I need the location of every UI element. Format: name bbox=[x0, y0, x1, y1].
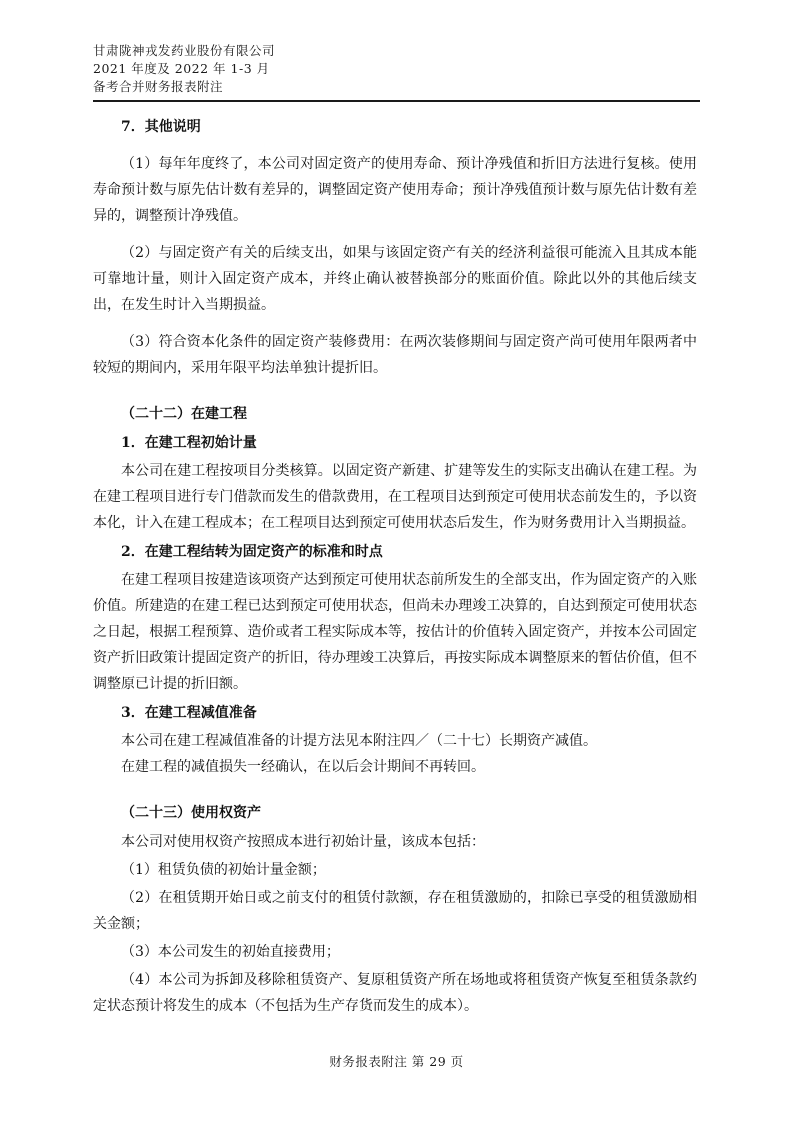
other-notes-item-1: （1）每年年度终了，本公司对固定资产的使用寿命、预计净残值和折旧方法进行复核。使用寿命预计数与原先估计数有差异的，调整固定资产使用寿命；预计净残值预计数与原先估计数有差异的，调整预计净残值。 bbox=[93, 156, 697, 224]
other-notes-item-3: （3）符合资本化条件的固定资产装修费用：在两次装修期间与固定资产尚可使用年限两者中较短的期间内，采用年限平均法单独计提折旧。 bbox=[93, 334, 697, 376]
cip-transfer-text: 在建工程项目按建造该项资产达到预定可使用状态前所发生的全部支出，作为固定资产的入账价值。所建造的在建工程已达到预定可使用状态，但尚未办理竣工决算的，自达到预定可使用状态之日起，根据工程预算、造价或者工程实际成本等，按估计的价值转入固定资产，并按本公司固定资产折旧政策计提固定资产的折旧，待办理竣工决算后，再按实际成本调整原来的暂估价值，但不调整原已计提的折旧额。 bbox=[93, 572, 697, 692]
rou-item-2: （2）在租赁期开始日或之前支付的租赁付款额，存在租赁激励的，扣除已享受的租赁激励相关金额； bbox=[93, 890, 697, 932]
rou-section-heading: （二十三）使用权资产 bbox=[121, 805, 261, 821]
cip-transfer-heading: 2．在建工程结转为固定资产的标准和时点 bbox=[121, 544, 383, 560]
company-name: 甘肃陇神戎发药业股份有限公司 bbox=[93, 43, 276, 58]
rou-item-3: （3）本公司发生的初始直接费用； bbox=[121, 944, 340, 960]
cip-impairment-heading: 3．在建工程减值准备 bbox=[121, 705, 257, 721]
report-title: 备考合并财务报表附注 bbox=[93, 79, 224, 94]
document-body bbox=[93, 114, 697, 1019]
other-notes-item-2: （2）与固定资产有关的后续支出，如果与该固定资产有关的经济利益很可能流入且其成本能可靠地计量，则计入固定资产成本，并终止确认被替换部分的账面价值。除此以外的其他后续支出，在发生时计入当期损益。 bbox=[93, 245, 697, 313]
cip-initial-measurement-text: 本公司在建工程按项目分类核算。以固定资产新建、扩建等发生的实际支出确认在建工程。为在建工程项目进行专门借款而发生的借款费用，在工程项目达到预定可使用状态前发生的，予以资本化，计入在建工程成本；在工程项目达到预定可使用状态后发生，作为财务费用计入当期损益。 bbox=[93, 463, 697, 531]
cip-impairment-text-2: 在建工程的减值损失一经确认，在以后会计期间不再转回。 bbox=[121, 759, 485, 775]
rou-item-4: （4）本公司为拆卸及移除租赁资产、复原租赁资产所在场地或将租赁资产恢复至租赁条款约定状态预计将发生的成本（不包括为生产存货而发生的成本）。 bbox=[93, 972, 697, 1014]
cip-impairment-text-1: 本公司在建工程减值准备的计提方法见本附注四／（二十七）长期资产减值。 bbox=[121, 733, 597, 749]
rou-intro-text: 本公司对使用权资产按照成本进行初始计量，该成本包括： bbox=[121, 834, 485, 850]
report-period: 2021 年度及 2022 年 1-3 月 bbox=[93, 61, 270, 76]
page-footer: 财务报表附注 第 29 页 bbox=[329, 1054, 464, 1069]
cip-section-heading: （二十二）在建工程 bbox=[121, 406, 247, 422]
page-header bbox=[93, 42, 700, 102]
other-notes-heading: 7．其他说明 bbox=[121, 119, 201, 135]
rou-item-1: （1）租赁负债的初始计量金额； bbox=[121, 862, 326, 878]
cip-initial-measurement-heading: 1．在建工程初始计量 bbox=[121, 435, 257, 451]
